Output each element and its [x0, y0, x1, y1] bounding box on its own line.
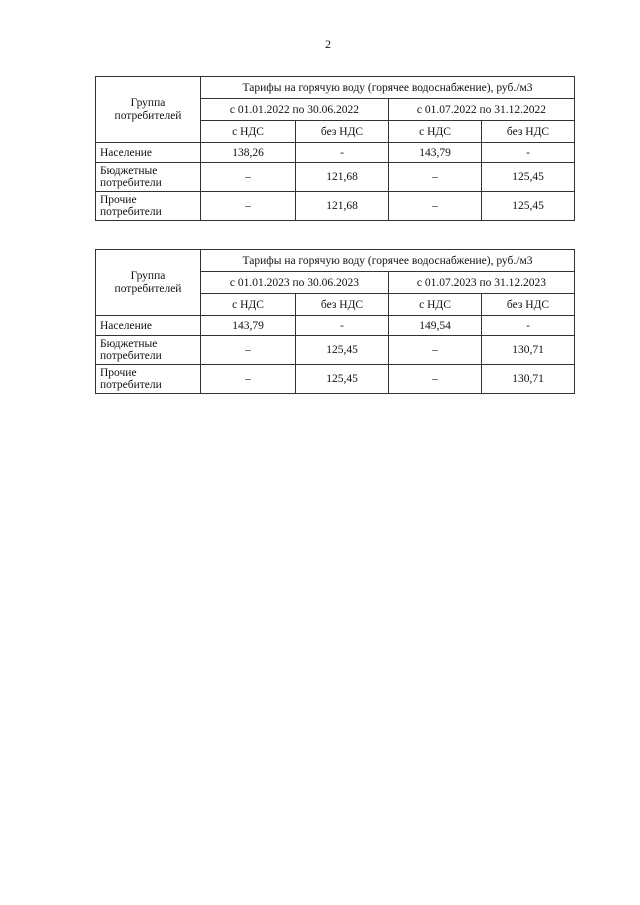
tariff-cell: – — [389, 192, 482, 221]
page-number: 2 — [325, 37, 331, 51]
vat-header: без НДС — [296, 294, 389, 316]
row-label: Бюджетные потребители — [96, 336, 201, 365]
tariff-cell: 121,68 — [296, 163, 389, 192]
tariff-cell: – — [201, 336, 296, 365]
tariff-cell: – — [201, 192, 296, 221]
tariff-cell: 143,79 — [389, 143, 482, 163]
row-label: Бюджетные потребители — [96, 163, 201, 192]
tariff-cell: – — [389, 365, 482, 394]
tariff-cell: 149,54 — [389, 316, 482, 336]
tariff-cell: 143,79 — [201, 316, 296, 336]
vat-header: без НДС — [296, 121, 389, 143]
tariff-cell: 130,71 — [482, 336, 575, 365]
tariff-cell: – — [201, 365, 296, 394]
vat-header: без НДС — [482, 294, 575, 316]
tariff-cell: - — [296, 143, 389, 163]
row-label: Население — [96, 316, 201, 336]
tariff-table-2022 — [95, 76, 575, 221]
tariff-table-2023 — [95, 249, 575, 394]
tariff-cell: 125,45 — [482, 163, 575, 192]
table-row — [96, 163, 575, 192]
vat-header: с НДС — [389, 294, 482, 316]
tariff-cell: – — [201, 163, 296, 192]
table-row — [96, 316, 575, 336]
tariff-cell: 138,26 — [201, 143, 296, 163]
period-header: с 01.01.2022 по 30.06.2022 — [201, 99, 389, 121]
tariff-cell: 125,45 — [296, 336, 389, 365]
tariff-cell: – — [389, 336, 482, 365]
row-label: Прочие потребители — [96, 192, 201, 221]
group-header: Группа потребителей — [96, 250, 201, 316]
tariff-title: Тарифы на горячую воду (горячее водоснабжение), руб./м3 — [201, 250, 575, 272]
vat-header: без НДС — [482, 121, 575, 143]
tariff-cell: – — [389, 163, 482, 192]
group-header: Группа потребителей — [96, 77, 201, 143]
table-row — [96, 143, 575, 163]
row-label: Прочие потребители — [96, 365, 201, 394]
vat-header: с НДС — [201, 294, 296, 316]
tariff-cell: - — [296, 316, 389, 336]
period-header: с 01.07.2022 по 31.12.2022 — [389, 99, 575, 121]
table-row — [96, 336, 575, 365]
table-row — [96, 365, 575, 394]
tariff-cell: 125,45 — [296, 365, 389, 394]
tariff-cell: - — [482, 143, 575, 163]
period-header: с 01.01.2023 по 30.06.2023 — [201, 272, 389, 294]
row-label: Население — [96, 143, 201, 163]
vat-header: с НДС — [201, 121, 296, 143]
tariff-cell: 121,68 — [296, 192, 389, 221]
tariff-cell: - — [482, 316, 575, 336]
vat-header: с НДС — [389, 121, 482, 143]
period-header: с 01.07.2023 по 31.12.2023 — [389, 272, 575, 294]
tariff-cell: 125,45 — [482, 192, 575, 221]
table-row — [96, 192, 575, 221]
tariff-cell: 130,71 — [482, 365, 575, 394]
tariff-title: Тарифы на горячую воду (горячее водоснабжение), руб./м3 — [201, 77, 575, 99]
